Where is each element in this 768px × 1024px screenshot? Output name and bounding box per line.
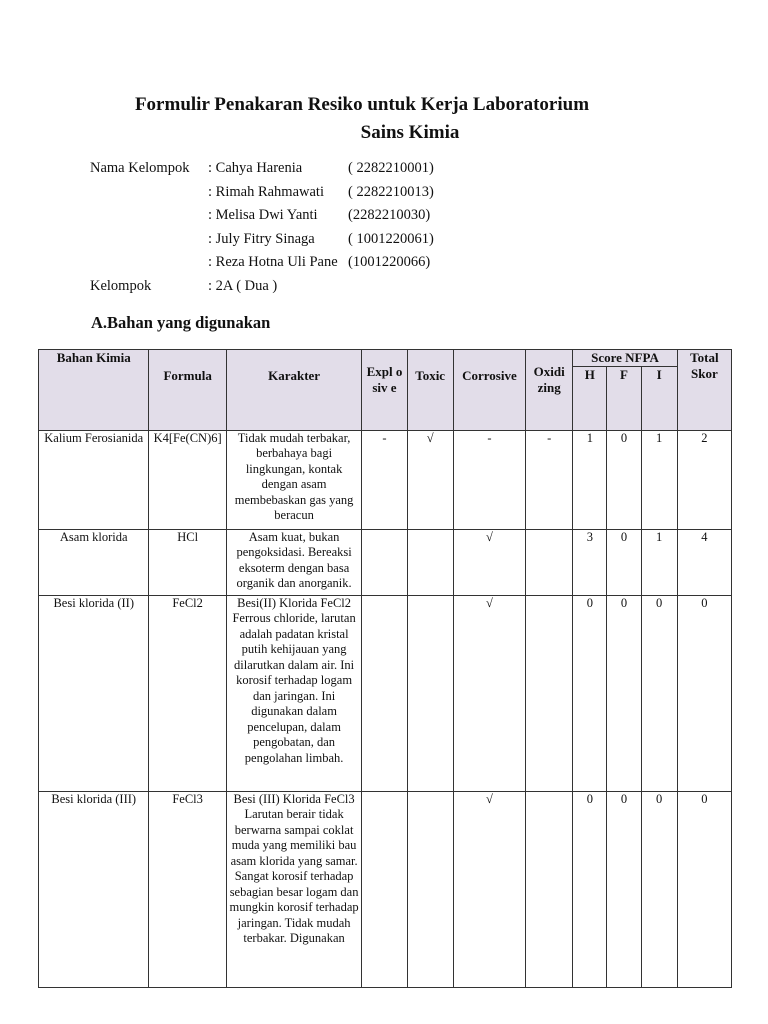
- cell-toxic: √: [407, 430, 453, 529]
- group-row: [90, 278, 434, 302]
- cell-health: 0: [573, 791, 607, 987]
- cell-karakter: Tidak mudah terbakar, berbahaya bagi lingkungan, kontak dengan asam membebaskan gas yang beracun: [226, 430, 362, 529]
- cell-total: 0: [677, 791, 731, 987]
- chemicals-table: [38, 349, 732, 988]
- form-title: Formulir Penakaran Resiko untuk Kerja Laboratorium: [134, 94, 590, 115]
- cell-oxidizing: [526, 791, 573, 987]
- cell-instability: 0: [641, 791, 677, 987]
- group-value: : 2A ( Dua ): [208, 277, 278, 294]
- cell-flammability: 0: [607, 791, 641, 987]
- cell-explosive: -: [362, 430, 407, 529]
- cell-explosive: [362, 791, 407, 987]
- header-oxidizing: Oxidi zing: [526, 350, 573, 431]
- table-row: [39, 529, 732, 595]
- cell-instability: 1: [641, 529, 677, 595]
- member-name: : Cahya Harenia: [208, 160, 303, 176]
- cell-flammability: 0: [607, 529, 641, 595]
- cell-bahan: Kalium Ferosianida: [39, 430, 149, 529]
- cell-toxic: [407, 791, 453, 987]
- cell-total: 4: [677, 529, 731, 595]
- header-toxic: Toxic: [407, 350, 453, 431]
- header-bahan: Bahan Kimia: [39, 350, 149, 431]
- cell-bahan: Besi klorida (III): [39, 791, 149, 987]
- cell-formula: K4[Fe(CN)6]: [149, 430, 226, 529]
- member-name: : Reza Hotna Uli Pane: [208, 254, 338, 271]
- header-karakter: Karakter: [226, 350, 362, 431]
- table-row: [39, 595, 732, 791]
- cell-flammability: 0: [607, 430, 641, 529]
- cell-total: 2: [677, 430, 731, 529]
- cell-explosive: [362, 529, 407, 595]
- cell-health: 0: [573, 595, 607, 791]
- cell-corrosive: √: [453, 791, 525, 987]
- form-subtitle: Sains Kimia: [360, 122, 460, 143]
- member-id: ( 1001220061): [348, 230, 434, 247]
- group-label: Kelompok: [90, 277, 152, 294]
- cell-instability: 0: [641, 595, 677, 791]
- cell-formula: FeCl3: [149, 791, 226, 987]
- member-id: (2282210030): [348, 207, 431, 224]
- header-total: Total Skor: [677, 350, 731, 431]
- member-id: (1001220066): [348, 254, 431, 271]
- cell-flammability: 0: [607, 595, 641, 791]
- cell-karakter: Asam kuat, bukan pengoksidasi. Bereaksi eksoterm dengan basa organik dan anorganik.: [226, 529, 362, 595]
- header-corrosive: Corrosive: [453, 350, 525, 431]
- cell-formula: HCl: [149, 529, 226, 595]
- cell-karakter: Besi(II) Klorida FeCl2 Ferrous chloride, larutan adalah padatan kristal putih kehijauan yang dilarutkan dalam air. Ini korosif terhadap logam dan jaringan. Ini digunakan dalam pencelupan, dalam pengobatan, dan pengolahan limbah.: [226, 595, 362, 791]
- cell-explosive: [362, 595, 407, 791]
- header-instability: I: [641, 366, 677, 430]
- cell-bahan: Asam klorida: [39, 529, 149, 595]
- cell-oxidizing: [526, 529, 573, 595]
- header-health: H: [573, 366, 607, 430]
- section-title: A.Bahan yang digunakan: [91, 313, 271, 332]
- cell-corrosive: √: [453, 595, 525, 791]
- header-formula: Formula: [149, 350, 226, 431]
- member-row: [90, 160, 434, 184]
- cell-toxic: [407, 529, 453, 595]
- cell-toxic: [407, 595, 453, 791]
- header-nfpa: Score NFPA: [573, 350, 677, 367]
- cell-health: 3: [573, 529, 607, 595]
- header-flammability: F: [607, 366, 641, 430]
- cell-oxidizing: -: [526, 430, 573, 529]
- cell-karakter: Besi (III) Klorida FeCl3 Larutan berair tidak berwarna sampai coklat muda yang memiliki bau asam klorida yang samar. Sangat korosif terhadap sebagian besar logam dan mungkin korosif terhadap jaringan. Tidak mudah terbakar. Digunakan: [226, 791, 362, 987]
- member-name: : July Fitry Sinaga: [208, 230, 315, 247]
- member-row: [90, 184, 434, 208]
- member-name: : Melisa Dwi Yanti: [208, 207, 318, 224]
- header-explosive: Expl o siv e: [362, 350, 407, 431]
- cell-total: 0: [677, 595, 731, 791]
- member-row: [90, 231, 434, 255]
- member-id: ( 2282210013): [348, 183, 434, 200]
- member-row: [90, 207, 434, 231]
- group-members: [90, 160, 434, 302]
- members-label: Nama Kelompok: [90, 160, 190, 176]
- cell-formula: FeCl2: [149, 595, 226, 791]
- member-row: [90, 254, 434, 278]
- cell-corrosive: √: [453, 529, 525, 595]
- cell-oxidizing: [526, 595, 573, 791]
- cell-corrosive: -: [453, 430, 525, 529]
- cell-bahan: Besi klorida (II): [39, 595, 149, 791]
- table-row: [39, 430, 732, 529]
- member-name: : Rimah Rahmawati: [208, 183, 324, 200]
- cell-instability: 1: [641, 430, 677, 529]
- table-row: [39, 791, 732, 987]
- member-id: ( 2282210001): [348, 160, 434, 176]
- cell-health: 1: [573, 430, 607, 529]
